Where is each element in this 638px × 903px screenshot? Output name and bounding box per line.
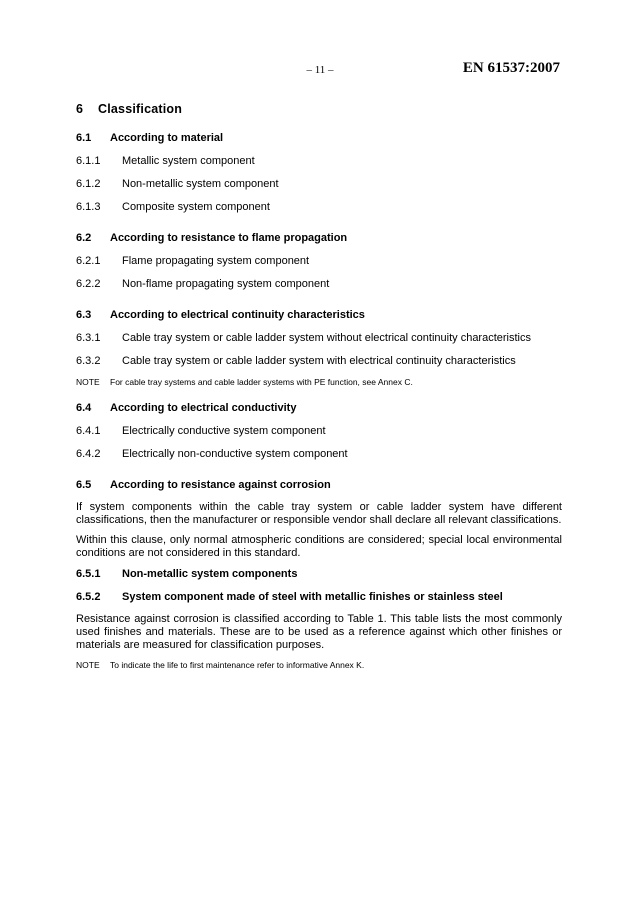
subclause-number: 6.1.3	[76, 201, 101, 213]
section-title: Classification	[98, 102, 183, 116]
paragraph: Within this clause, only normal atmospheric conditions are considered; special local environmental conditions are not considered in this standard.	[76, 534, 562, 559]
subclause-number: 6.2.2	[76, 278, 101, 290]
clause-heading-6-2	[76, 231, 562, 246]
note-text: To indicate the life to first maintenance refer to informative Annex K.	[110, 660, 365, 670]
subclause-text: Non-metallic system component	[122, 178, 279, 190]
subclause-6-1-1	[76, 154, 562, 169]
subclause-text: Cable tray system or cable ladder system without electrical continuity characteristics	[122, 332, 531, 344]
clause-heading-6-5-2	[76, 590, 562, 605]
clause-title: According to electrical conductivity	[110, 402, 297, 414]
subclause-text: Metallic system component	[122, 155, 255, 167]
note-label: NOTE	[76, 660, 100, 670]
subclause-number: 6.4.1	[76, 425, 101, 437]
note-text: For cable tray systems and cable ladder systems with PE function, see Annex C.	[110, 377, 413, 387]
subclause-6-4-1	[76, 424, 562, 439]
clause-heading-6-5	[76, 478, 562, 493]
clause-title: According to electrical continuity characteristics	[110, 309, 365, 321]
clause-title: According to resistance to flame propagation	[110, 232, 348, 244]
subclause-text: Non-flame propagating system component	[122, 278, 330, 290]
subclause-number: 6.3.1	[76, 332, 101, 344]
section-heading	[76, 101, 562, 117]
clause-number: 6.4	[76, 402, 92, 414]
paragraph: If system components within the cable tray system or cable ladder system have different classifications, then the manufacturer or responsible vendor shall declare all relevant classifications.	[76, 501, 562, 526]
subclause-number: 6.3.2	[76, 355, 101, 367]
document-id: EN 61537:2007	[462, 60, 560, 76]
subclause-6-3-2	[76, 354, 562, 369]
subclause-text: Flame propagating system component	[122, 255, 310, 267]
clause-heading-6-4	[76, 401, 562, 416]
subclause-6-4-2	[76, 447, 562, 462]
clause-heading-6-3	[76, 308, 562, 323]
clause-number: 6.2	[76, 232, 92, 244]
subclause-number: 6.4.2	[76, 448, 101, 460]
paragraph: Resistance against corrosion is classified according to Table 1. This table lists the most commonly used finishes and materials. These are to be used as a reference against which other finishes or materials are measured for classification purposes.	[76, 613, 562, 651]
clause-title: According to material	[110, 132, 224, 144]
subclause-6-1-3	[76, 200, 562, 215]
subclause-6-2-2	[76, 277, 562, 292]
clause-title: Non-metallic system components	[122, 568, 298, 580]
note-6-3	[76, 376, 562, 388]
subclause-number: 6.2.1	[76, 255, 101, 267]
clause-heading-6-1	[76, 131, 562, 146]
subclause-6-2-1	[76, 254, 562, 269]
subclause-6-1-2	[76, 177, 562, 192]
clause-number: 6.5.2	[76, 591, 101, 603]
clause-number: 6.1	[76, 132, 92, 144]
clause-title: System component made of steel with metallic finishes or stainless steel	[122, 591, 503, 603]
clause-number: 6.5.1	[76, 568, 101, 580]
subclause-text: Electrically conductive system component	[122, 425, 326, 437]
note-label: NOTE	[76, 377, 100, 387]
section-number: 6	[76, 102, 84, 116]
clause-title: According to resistance against corrosion	[110, 479, 331, 491]
clause-number: 6.3	[76, 309, 92, 321]
page-number: – 11 –	[306, 64, 334, 76]
subclause-number: 6.1.1	[76, 155, 101, 167]
note-6-5-2	[76, 659, 562, 671]
clause-number: 6.5	[76, 479, 92, 491]
page-content	[76, 101, 562, 681]
clause-heading-6-5-1	[76, 567, 562, 582]
subclause-6-3-1	[76, 331, 562, 346]
subclause-text: Electrically non-conductive system component	[122, 448, 348, 460]
subclause-number: 6.1.2	[76, 178, 101, 190]
subclause-text: Composite system component	[122, 201, 270, 213]
subclause-text: Cable tray system or cable ladder system with electrical continuity characteristics	[122, 355, 516, 367]
